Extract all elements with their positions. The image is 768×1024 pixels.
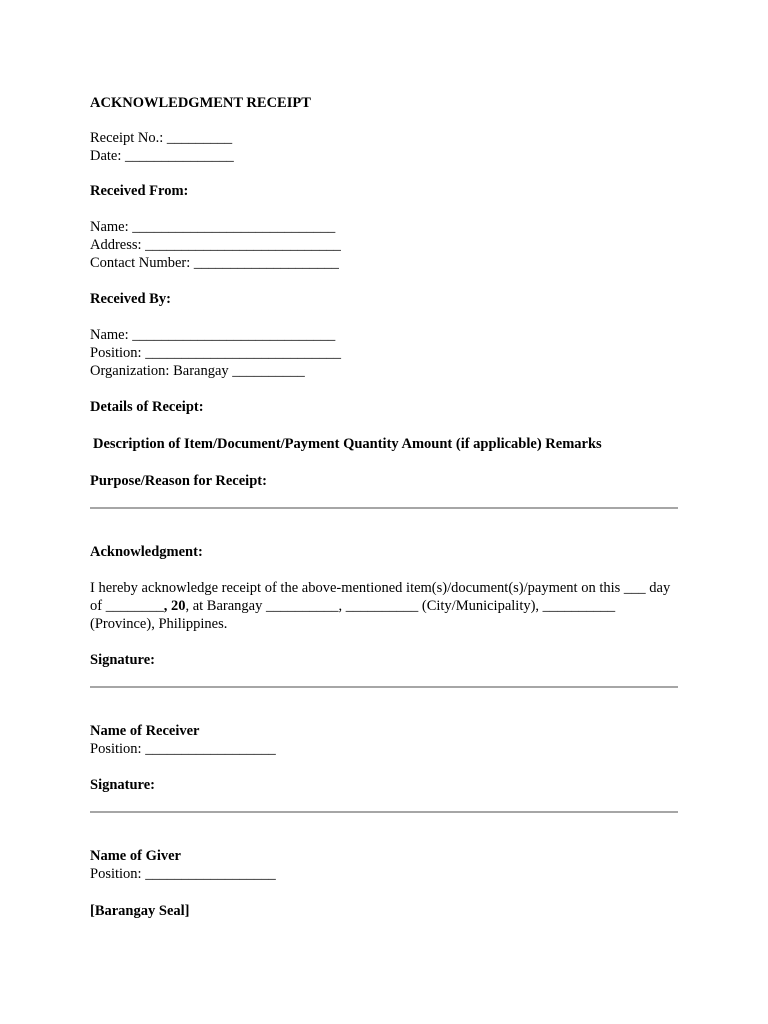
receiver-position-field: Position: __________________: [90, 741, 276, 757]
received-by-heading: Received By:: [90, 291, 171, 307]
receipt-number-field: Receipt No.: _________: [90, 130, 233, 146]
receiver-signature-label: Signature:: [90, 652, 155, 668]
barangay-seal-label: [Barangay Seal]: [90, 903, 190, 919]
giver-position-field: Position: __________________: [90, 866, 276, 882]
date-field: Date: _______________: [90, 148, 234, 164]
details-heading: Details of Receipt:: [90, 399, 204, 415]
purpose-heading: Purpose/Reason for Receipt:: [90, 473, 267, 489]
acknowledgment-year-prefix: , 20: [163, 598, 186, 614]
received-by-name-field: Name: ____________________________: [90, 327, 336, 343]
received-from-contact-field: Contact Number: ____________________: [90, 255, 339, 271]
purpose-line: [90, 507, 678, 509]
giver-signature-label: Signature:: [90, 777, 155, 793]
giver-signature-line: [90, 811, 678, 813]
receiver-signature-line: [90, 686, 678, 688]
acknowledgment-heading: Acknowledgment:: [90, 544, 203, 560]
acknowledgment-text-part-2: , at Barangay __________, __________ (City/Municipality), __________ (Province), Philippines.: [90, 598, 616, 632]
received-by-position-field: Position: ___________________________: [90, 345, 341, 361]
received-from-heading: Received From:: [90, 183, 189, 199]
received-from-name-field: Name: ____________________________: [90, 219, 336, 235]
giver-name-label: Name of Giver: [90, 848, 181, 864]
receiver-name-label: Name of Receiver: [90, 723, 200, 739]
received-from-address-field: Address: ___________________________: [90, 237, 341, 253]
document-title: ACKNOWLEDGMENT RECEIPT: [90, 95, 311, 111]
details-column-headers: Description of Item/Document/Payment Quantity Amount (if applicable) Remarks: [93, 436, 602, 452]
acknowledgment-text-part-1: I hereby acknowledge receipt of the above-mentioned item(s)/document(s)/payment on this ___ day of ________: [90, 580, 671, 614]
received-by-organization-field: Organization: Barangay __________: [90, 363, 305, 379]
acknowledgment-paragraph: [90, 579, 680, 633]
